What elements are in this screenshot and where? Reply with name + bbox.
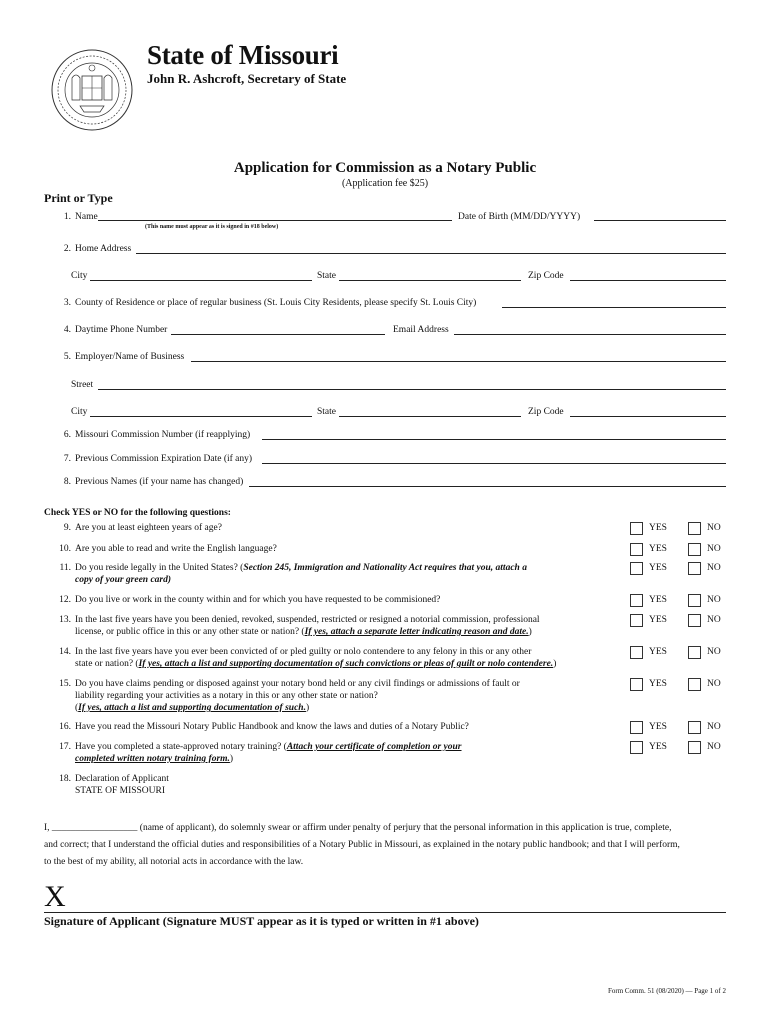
q14-no-checkbox[interactable] bbox=[688, 646, 701, 659]
application-fee: (Application fee $25) bbox=[341, 178, 429, 189]
state-label: State bbox=[317, 271, 336, 281]
street-field[interactable] bbox=[98, 389, 726, 390]
q10-yes-label: YES bbox=[649, 544, 667, 554]
q17-yes-label: YES bbox=[649, 742, 667, 752]
q11-yes-checkbox[interactable] bbox=[630, 562, 643, 575]
home-address-label: 2. Home Address bbox=[63, 244, 132, 254]
q15-yes-label: YES bbox=[649, 679, 667, 689]
q10-yes-checkbox[interactable] bbox=[630, 543, 643, 556]
county-field[interactable] bbox=[502, 307, 726, 308]
q12-no-checkbox[interactable] bbox=[688, 594, 701, 607]
q11-yes-label: YES bbox=[649, 563, 667, 573]
commission-number-label: 6. Missouri Commission Number (if reapplying) bbox=[63, 430, 251, 440]
q11-no-label: NO bbox=[707, 563, 721, 573]
q11-no-checkbox[interactable] bbox=[688, 562, 701, 575]
county-label: 3. County of Residence or place of regular business (St. Louis City Residents, please specify St. Louis City) bbox=[63, 298, 477, 308]
zip-label: Zip Code bbox=[528, 271, 564, 281]
q16-no-label: NO bbox=[707, 722, 721, 732]
question-13: 13. In the last five years have you been denied, revoked, suspended, restricted or resigned a notorial commission, professional license, or public office in this or any other state or nation? (If yes, attach a separate letter indicating reason and date.) bbox=[59, 615, 540, 637]
q16-yes-label: YES bbox=[649, 722, 667, 732]
q14-yes-label: YES bbox=[649, 647, 667, 657]
previous-names-label: 8. Previous Names (if your name has changed) bbox=[63, 477, 244, 487]
q12-no-label: NO bbox=[707, 595, 721, 605]
q14-yes-checkbox[interactable] bbox=[630, 646, 643, 659]
q13-yes-checkbox[interactable] bbox=[630, 614, 643, 627]
field-name-label: 1. Name bbox=[63, 212, 98, 222]
zip2-field[interactable] bbox=[570, 416, 726, 417]
question-16: 16. Have you read the Missouri Notary Public Handbook and know the laws and duties of a Notary Public? bbox=[59, 722, 469, 732]
q10-no-label: NO bbox=[707, 544, 721, 554]
question-15: 15. Do you have claims pending or disposed against your notary bond held or any civil findings or admissions of fault or liability regarding your activities as a notary in this or any other state or nation? (If yes, attach a list and supporting documentation of such.) bbox=[59, 679, 520, 713]
q15-no-checkbox[interactable] bbox=[688, 678, 701, 691]
state2-label: State bbox=[317, 407, 336, 417]
expiration-label: 7. Previous Commission Expiration Date (if any) bbox=[63, 454, 253, 464]
signature-x-mark: X bbox=[44, 880, 66, 913]
q13-no-label: NO bbox=[707, 615, 721, 625]
q17-yes-checkbox[interactable] bbox=[630, 741, 643, 754]
signature-label: Signature of Applicant (Signature MUST appear as it is typed or written in #1 above) bbox=[44, 914, 479, 928]
employer-field[interactable] bbox=[191, 361, 726, 362]
q14-no-label: NO bbox=[707, 647, 721, 657]
phone-label: 4. Daytime Phone Number bbox=[63, 325, 168, 335]
city2-field[interactable] bbox=[90, 416, 312, 417]
question-14: 14. In the last five years have you ever been convicted of or pled guilty or nolo contendere to any felony in this or any other state or nation? (If yes, attach a list and supporting documentation of such convictions or pleas of guilt or nolo contendere.) bbox=[59, 647, 557, 669]
q16-yes-checkbox[interactable] bbox=[630, 721, 643, 734]
zip2-label: Zip Code bbox=[528, 407, 564, 417]
q10-no-checkbox[interactable] bbox=[688, 543, 701, 556]
commission-number-field[interactable] bbox=[262, 439, 726, 440]
questions-heading: Check YES or NO for the following questions: bbox=[44, 508, 231, 518]
q9-yes-checkbox[interactable] bbox=[630, 522, 643, 535]
q15-no-label: NO bbox=[707, 679, 721, 689]
dob-field[interactable] bbox=[594, 220, 726, 221]
q17-no-checkbox[interactable] bbox=[688, 741, 701, 754]
dob-label: Date of Birth (MM/DD/YYYY) bbox=[458, 212, 581, 222]
q9-no-checkbox[interactable] bbox=[688, 522, 701, 535]
declaration-line-2: and correct; that I understand the official duties and responsibilities of a Notary Public in Missouri, as explained in the notary public handbook; and that I will perform, bbox=[44, 840, 680, 850]
q12-yes-label: YES bbox=[649, 595, 667, 605]
question-12: 12. Do you live or work in the county within and for which you have requested to be commisioned? bbox=[59, 595, 441, 605]
q13-no-checkbox[interactable] bbox=[688, 614, 701, 627]
street-label: Street bbox=[71, 380, 94, 390]
state-title: State of Missouri bbox=[147, 40, 339, 70]
state-field[interactable] bbox=[339, 280, 521, 281]
email-label: Email Address bbox=[393, 325, 449, 335]
city2-label: City bbox=[71, 407, 88, 417]
secretary-name: John R. Ashcroft, Secretary of State bbox=[147, 71, 347, 86]
declaration-line-3: to the best of my ability, all notorial acts in accordance with the law. bbox=[44, 857, 304, 867]
expiration-field[interactable] bbox=[262, 463, 726, 464]
state2-field[interactable] bbox=[339, 416, 521, 417]
zip-field[interactable] bbox=[570, 280, 726, 281]
signature-field[interactable] bbox=[44, 912, 726, 913]
phone-field[interactable] bbox=[171, 334, 385, 335]
q17-no-label: NO bbox=[707, 742, 721, 752]
q9-yes-label: YES bbox=[649, 523, 667, 533]
question-17: 17. Have you completed a state-approved notary training? (Attach your certificate of completion or your completed written notary training form.) bbox=[59, 742, 462, 764]
name-field[interactable] bbox=[98, 220, 452, 221]
city-label: City bbox=[71, 271, 88, 281]
q16-no-checkbox[interactable] bbox=[688, 721, 701, 734]
question-10: 10. Are you able to read and write the English language? bbox=[59, 544, 277, 554]
name-note: (This name must appear as it is signed in #18 below) bbox=[145, 224, 279, 230]
q12-yes-checkbox[interactable] bbox=[630, 594, 643, 607]
missouri-state-seal bbox=[50, 48, 134, 132]
previous-names-field[interactable] bbox=[249, 486, 726, 487]
q13-yes-label: YES bbox=[649, 615, 667, 625]
q9-no-label: NO bbox=[707, 523, 721, 533]
employer-label: 5. Employer/Name of Business bbox=[63, 352, 185, 362]
declaration-line-1: I, __________________ (name of applicant), do solemnly swear or affirm under penalty of perjury that the personal information in this application is true, complete, bbox=[44, 823, 672, 833]
question-11: 11. Do you reside legally in the United States? (Section 245, Immigration and Nationality Act requires that you, attach a copy of your green card) bbox=[59, 563, 527, 585]
form-title: Application for Commission as a Notary Public bbox=[233, 160, 537, 176]
email-field[interactable] bbox=[454, 334, 726, 335]
print-or-type-heading: Print or Type bbox=[44, 191, 113, 205]
question-18: 18. Declaration of Applicant STATE OF MISSOURI bbox=[59, 774, 169, 796]
question-9: 9. Are you at least eighteen years of age? bbox=[63, 523, 222, 533]
home-address-field[interactable] bbox=[136, 253, 726, 254]
city-field[interactable] bbox=[90, 280, 312, 281]
form-footer: Form Comm. 51 (08/2020) — Page 1 of 2 bbox=[607, 987, 726, 995]
q15-yes-checkbox[interactable] bbox=[630, 678, 643, 691]
